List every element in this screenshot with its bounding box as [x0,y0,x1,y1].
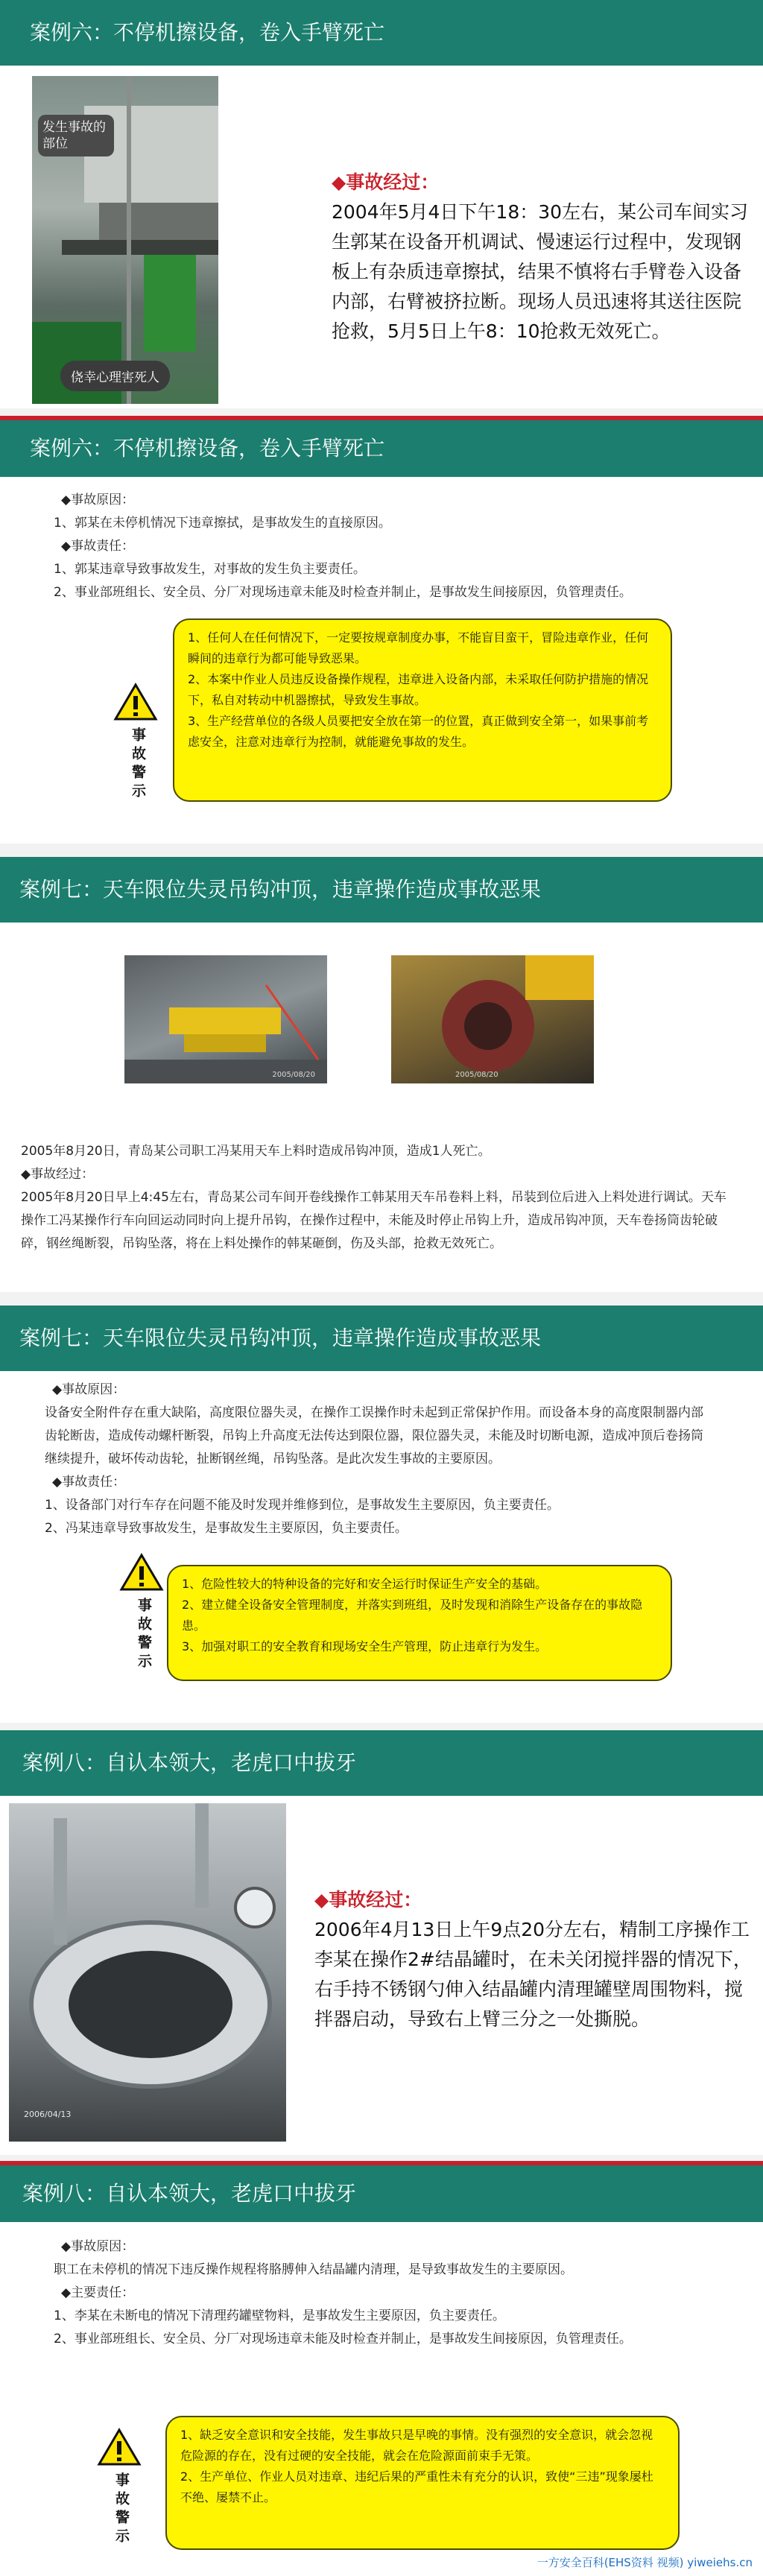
warning-line: 2、本案中作业人员违反设备操作规程，违章进入设备内部，未采取任何防护措施的情况下，私自对转动中机器擦拭，导致发生事故。 [188,672,649,707]
photo-date-stamp: 2006/04/13 [24,2110,72,2119]
warning-line: 2、建立健全设备安全管理制度，并落实到班组，及时发现和消除生产设备存在的事故隐患。 [182,1598,643,1633]
warning-label: 事故警示 [130,727,146,802]
crane-drum-illustration [391,955,594,1083]
photo-label-bottom: 侥幸心理害死人 [60,361,170,391]
cause-text [54,489,724,604]
cause-line: ◆事故责任： [52,1475,126,1490]
footer-watermark: 一方安全百科(EHS资料 视频) yiweiehs.cn [536,2556,753,2569]
cause-line: 职工在未停机的情况下违反操作规程将胳膊伸入结晶罐内清理，是导致事故发生的主要原因。 [54,2262,573,2277]
crane-photo-2 [391,955,594,1083]
process-line: ◆事故经过： [21,1167,95,1182]
slide-separator [0,1292,763,1306]
warning-label: 事故警示 [113,2472,130,2547]
slide-case7-cause [0,1306,763,1723]
slide-case7-process [0,857,763,1292]
slide-title: 案例六：不停机擦设备，卷入手臂死亡 [30,20,385,45]
photo-date-stamp: 2005/08/20 [455,1071,498,1079]
slide-header [0,1730,763,1796]
slide-separator [0,2155,763,2161]
process-line: 2005年8月20日，青岛某公司职工冯某用天车上料时造成吊钩冲顶，造成1人死亡。 [21,1144,491,1159]
warning-icon [119,1553,164,1592]
photo-label-top: 发生事故的部位 [38,115,114,156]
crane-hook-illustration [124,955,327,1083]
warning-line: 1、缺乏安全意识和安全技能，发生事故只是早晚的事情。没有强烈的安全意识，就会忽视危险源的存在，没有过硬的安全技能，就会在危险源面前束手无策。 [180,2428,653,2463]
warning-box [173,618,672,802]
photo-date-stamp: 2005/08/20 [272,1071,315,1079]
process-heading: ◆事故经过： [332,171,440,193]
process-text [314,1885,754,2034]
cause-line: 1、郭某在未停机情况下违章擦拭，是事故发生的直接原因。 [54,516,391,531]
slide-separator [0,408,763,416]
cause-text [45,1379,715,1540]
cause-line: ◆事故原因： [52,1382,126,1397]
slide-case6-process [0,0,763,408]
cause-line: ◆主要责任： [61,2285,135,2300]
accident-photo [32,76,218,404]
slide-title: 案例七：天车限位失灵吊钩冲顶，违章操作造成事故恶果 [19,1326,542,1350]
cause-line: ◆事故原因： [61,2239,135,2254]
cause-line: 2、事业部班组长、安全员、分厂对现场违章未能及时检查并制止，是事故发生间接原因，负管理责任。 [54,2332,632,2346]
slide-case8-process [0,1730,763,2155]
cause-line: ◆事故责任： [61,539,135,554]
warning-line: 3、加强对职工的安全教育和现场安全生产管理，防止违章行为发生。 [182,1639,548,1653]
slide-case8-cause [0,2161,763,2576]
process-text [21,1140,736,1256]
cause-line: 2、冯某违章导致事故发生，是事故发生主要原因，负主要责任。 [45,1521,408,1536]
warning-line: 1、任何人在任何情况下，一定要按规章制度办事，不能盲目蛮干，冒险违章作业，任何瞬间的违章行为都可能导致恶果。 [188,630,649,665]
cause-text [54,2235,702,2351]
cause-line: 设备安全附件存在重大缺陷，高度限位器失灵，在操作工误操作时未起到正常保护作用。而设备本身的高度限制器内部齿轮断齿，造成传动螺杆断裂，吊钩上升高度无法传达到限位器，限位器失灵，未能及时切断电源，造成冲顶后卷扬筒继续提升，破坏传动齿轮，扯断钢丝绳，吊钩坠落。是此次发生事故的主要原因。 [45,1405,703,1466]
cause-line: 2、事业部班组长、安全员、分厂对现场违章未能及时检查并制止，是事故发生间接原因，负管理责任。 [54,585,632,600]
process-body: 2004年5月4日下午18：30左右，某公司车间实习生郭某在设备开机调试、慢速运行过程中，发现钢板上有杂质违章擦拭，结果不慎将右手臂卷入设备内部，右臂被挤拉断。现场人员迅速将其送往医院抢救，5月5日上午8：10抢救无效死亡。 [332,201,749,342]
slide-header [0,1306,763,1371]
warning-box [167,1565,672,1681]
slide-case6-cause [0,416,763,844]
process-line: 2005年8月20日早上4:45左右，青岛某公司车间开卷线操作工韩某用天车吊卷料上料，吊装到位后进入上料处进行调试。天车操作工冯某操作行车向回运动同时向上提升吊钩，在操作过程中，未能及时停止吊钩上升，造成吊钩冲顶，天车卷扬筒齿轮破碎，钢丝绳断裂，吊钩坠落，将在上料处操作的韩某砸倒，伤及头部，抢救无效死亡。 [21,1190,726,1251]
slide-header [0,0,763,66]
process-heading: ◆事故经过： [314,1889,422,1911]
cause-line: 1、李某在未断电的情况下清理药罐壁物料，是事故发生主要原因，负主要责任。 [54,2308,505,2323]
cause-line: ◆事故原因： [61,493,135,507]
slide-header [0,2165,763,2222]
warning-line: 3、生产经营单位的各级人员要把安全放在第一的位置，真正做到安全第一，如果事前考虑安全，注意对违章行为控制，就能避免事故的发生。 [188,714,649,749]
slide-title: 案例七：天车限位失灵吊钩冲顶，违章操作造成事故恶果 [19,877,542,902]
warning-line: 2、生产单位、作业人员对违章、违纪后果的严重性未有充分的认识，致使“三违”现象屡杜不绝、屡禁不止。 [180,2469,653,2504]
process-body: 2006年4月13日上午9点20分左右，精制工序操作工李某在操作2#结晶罐时，在未关闭搅拌器的情况下，右手持不锈钢勺伸入结晶罐内清理罐壁周围物料，搅拌器启动，导致右上臂三分之一处撕脱。 [314,1919,752,2030]
process-text [332,168,749,346]
warning-line: 1、危险性较大的特种设备的完好和安全运行时保证生产安全的基础。 [182,1577,548,1591]
cause-line: 1、设备部门对行车存在问题不能及时发现并维修到位，是事故发生主要原因，负主要责任。 [45,1498,560,1513]
slide-separator [0,844,763,857]
slide-header [0,857,763,923]
tank-photo [9,1803,286,2142]
warning-icon [113,683,158,721]
cause-line: 1、郭某违章导致事故发生，对事故的发生负主要责任。 [54,562,366,577]
slide-title: 案例八：自认本领大，老虎口中拔牙 [22,1750,357,1775]
warning-icon [97,2428,142,2466]
warning-label: 事故警示 [136,1598,152,1672]
slide-header [0,420,763,477]
tank-illustration [9,1803,286,2142]
slide-title: 案例八：自认本领大，老虎口中拔牙 [22,2181,357,2206]
warning-box [165,2416,680,2550]
slide-separator [0,1723,763,1730]
crane-photo-1 [124,955,327,1083]
slide-title: 案例六：不停机擦设备，卷入手臂死亡 [30,436,385,461]
